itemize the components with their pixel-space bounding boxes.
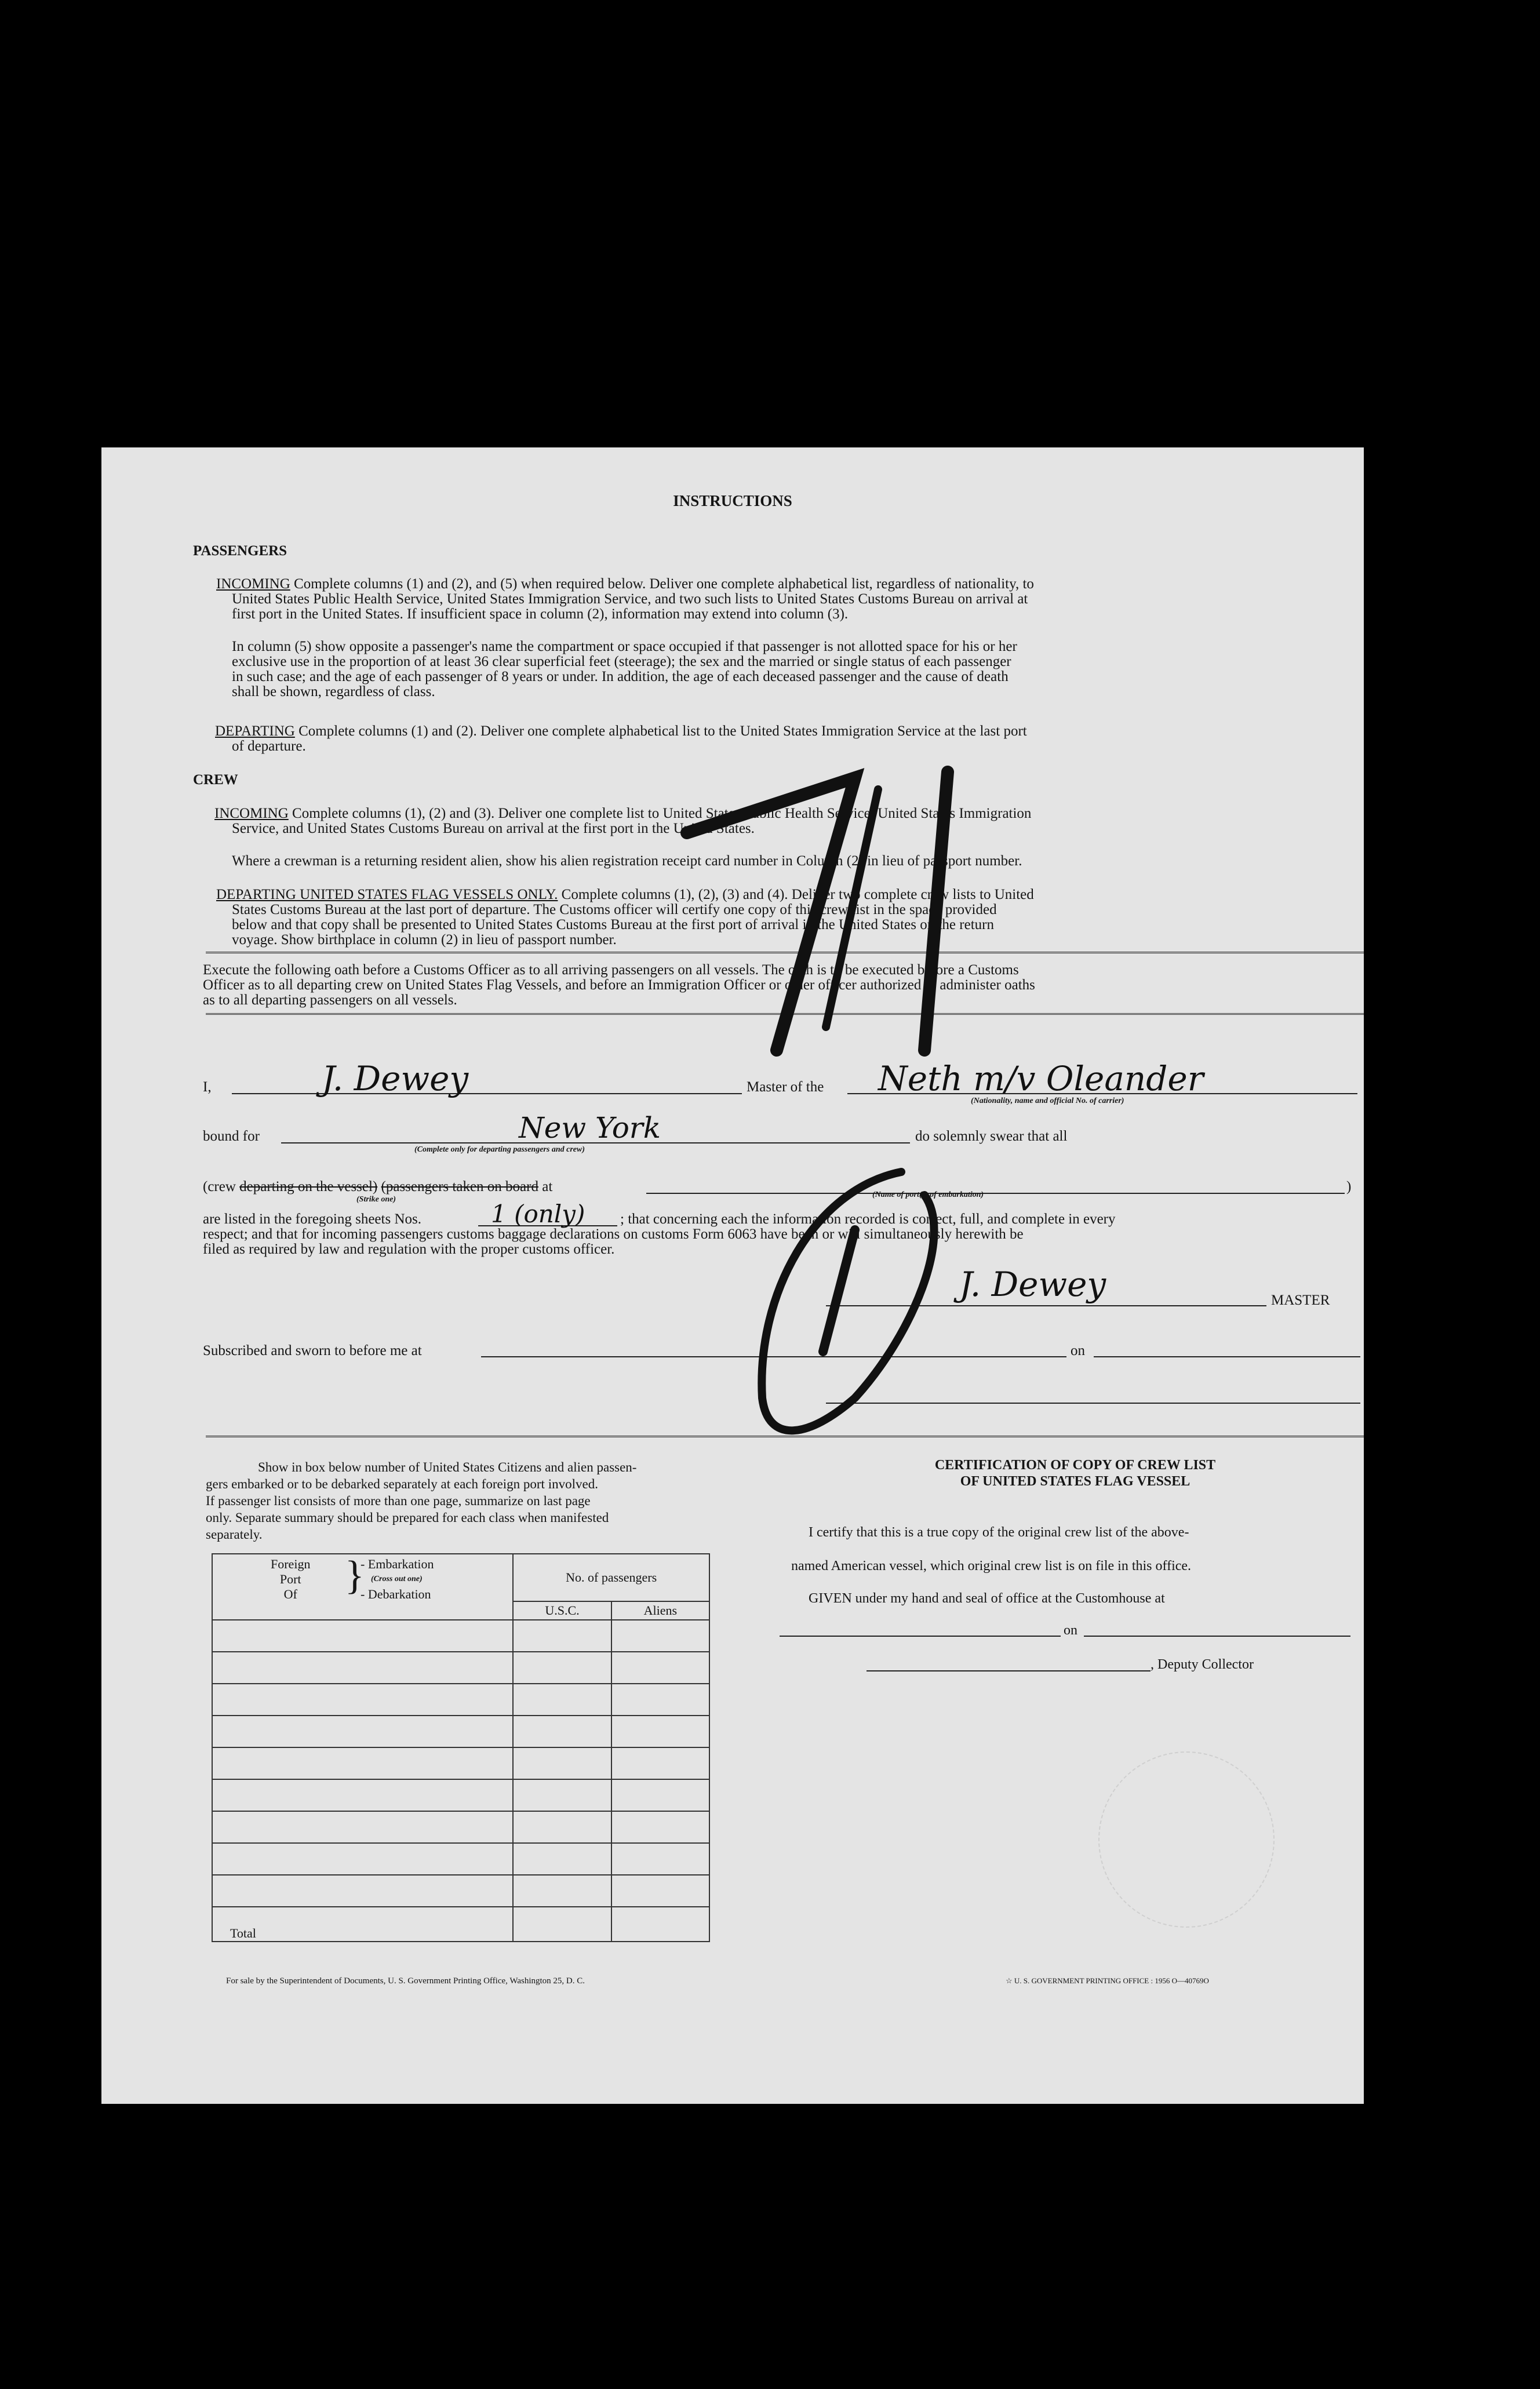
- text-line: filed as required by law and regulation with the proper customs officer.: [203, 1241, 615, 1257]
- text-line: below and that copy shall be presented to United States Customs Bureau at the first port of arrival in the United States on the return: [232, 917, 994, 933]
- text-line: Complete columns (1) and (2). Deliver one complete alphabetical list to the United States Immigration Service at the last port: [298, 723, 1027, 739]
- handwritten-marks: [101, 447, 1364, 2104]
- sheets-rest: ; that concerning each the information recorded is correct, full, and complete in every: [620, 1211, 1116, 1227]
- text-line: States Customs Bureau at the last port of departure. The Customs officer will certify one copy of this crew list in the space provided: [232, 902, 997, 917]
- text-line: separately.: [206, 1527, 263, 1542]
- strike-caption: (Strike one): [356, 1195, 396, 1204]
- vessel-caption: (Nationality, name and official No. of carrier): [971, 1097, 1124, 1105]
- i-label: I,: [203, 1079, 212, 1095]
- passengers-header: No. of passengers: [513, 1554, 709, 1601]
- text-line: only. Separate summary should be prepared for each class when manifested: [206, 1510, 609, 1525]
- text-line: GIVEN under my hand and seal of office at the Customhouse at: [809, 1591, 1165, 1606]
- crew-struck: departing on the vessel): [239, 1179, 378, 1194]
- vessel-handwritten: Neth m/v Oleander: [878, 1059, 1204, 1098]
- page-title: INSTRUCTIONS: [673, 492, 792, 509]
- text-line: first port in the United States. If insufficient space in column (2), information may extend into column (3).: [232, 606, 849, 622]
- text-line: in such case; and the age of each passenger of 8 years or under. In addition, the age of each deceased passenger and the cause of death: [232, 669, 1009, 684]
- passengers-heading: PASSENGERS: [193, 543, 287, 559]
- text-line: respect; and that for incoming passengers customs baggage declarations on customs Form 6063 have been or will simultaneously herewith be: [203, 1226, 1024, 1242]
- departing-label: DEPARTING UNITED STATES FLAG VESSELS ONLY.: [216, 887, 558, 902]
- crew-heading: CREW: [193, 772, 238, 788]
- text-line: Where a crewman is a returning resident alien, show his alien registration receipt card number in Column (2) in lieu of passport number.: [232, 853, 1022, 869]
- text-line: If passenger list consists of more than one page, summarize on last page: [206, 1494, 591, 1508]
- deputy-label: , Deputy Collector: [1151, 1657, 1254, 1672]
- debark-label: - Debarkation: [361, 1587, 431, 1601]
- passengers-struck: (passengers taken on board: [381, 1179, 538, 1194]
- text-line: gers embarked or to be debarked separately at each foreign port involved.: [206, 1477, 598, 1491]
- swear-label: do solemnly swear that all: [915, 1128, 1068, 1144]
- destination-caption: (Complete only for departing passengers and crew): [414, 1145, 585, 1154]
- text-line: Complete columns (1) and (2), and (5) when required below. Deliver one complete alphabetical list, regardless of nationality, to: [294, 576, 1034, 592]
- cert-on-label: on: [1064, 1623, 1077, 1638]
- text-line: In column (5) show opposite a passenger's name the compartment or space occupied if that passenger is not allotted space for his or her: [232, 639, 1017, 654]
- destination-handwritten: New York: [519, 1111, 661, 1145]
- departing-label: DEPARTING: [215, 723, 295, 739]
- text-line: named American vessel, which original crew list is on file in this office.: [791, 1558, 1192, 1574]
- text-line: of departure.: [232, 738, 306, 754]
- cross-out-caption: (Cross out one): [371, 1575, 423, 1583]
- circled-two-mark: [762, 1172, 934, 1430]
- certification-heading-2: OF UNITED STATES FLAG VESSEL: [960, 1474, 1191, 1489]
- port-header-line: Foreign: [271, 1557, 311, 1571]
- at-label: at: [542, 1179, 553, 1194]
- incoming-label: INCOMING: [214, 806, 289, 821]
- bound-for-label: bound for: [203, 1128, 260, 1144]
- text-line: exclusive use in the proportion of at least 36 clear superficial feet (steerage); the sex and the married or single status of each passenger: [232, 654, 1011, 669]
- text-line: as to all departing passengers on all vessels.: [203, 992, 457, 1008]
- aliens-header: Aliens: [611, 1601, 709, 1620]
- certification-heading-1: CERTIFICATION OF COPY OF CREW LIST: [934, 1458, 1216, 1473]
- big-one-mark: [924, 772, 948, 1050]
- embark-label: - Embarkation: [361, 1557, 434, 1571]
- circled-two-stroke: [823, 1230, 855, 1352]
- text-line: shall be shown, regardless of class.: [232, 684, 435, 700]
- text-line: Service, and United States Customs Bureau on arrival at the first port in the United States.: [232, 821, 755, 836]
- sheets-handwritten: 1 (only): [491, 1200, 585, 1228]
- text-line: United States Public Health Service, United States Immigration Service, and two such lists to United States Customs Bureau on arrival at: [232, 591, 1028, 607]
- big-slash-mark: [826, 789, 878, 1027]
- master-signature: J. Dewey: [959, 1265, 1106, 1304]
- text-line: voyage. Show birthplace in column (2) in lieu of passport number.: [232, 932, 617, 948]
- sheets-label: are listed in the foregoing sheets Nos.: [203, 1211, 421, 1227]
- master-name-handwritten: J. Dewey: [322, 1059, 469, 1098]
- subscribed-label: Subscribed and sworn to before me at: [203, 1343, 422, 1359]
- usc-header: U.S.C.: [513, 1601, 611, 1620]
- footer-right: ☆ U. S. GOVERNMENT PRINTING OFFICE : 1956 O—40769O: [1006, 1976, 1209, 1985]
- port-header-line: Port: [279, 1572, 301, 1586]
- text-line: I certify that this is a true copy of the original crew list of the above-: [809, 1525, 1189, 1540]
- brace-glyph: }: [345, 1553, 365, 1598]
- text-line: Show in box below number of United States Citizens and alien passen-: [258, 1460, 637, 1474]
- ports-caption: (Name of port(s) of embarkation): [872, 1190, 984, 1199]
- port-header-line: Of: [283, 1587, 297, 1601]
- form-page: [101, 447, 1364, 2104]
- on-label: on: [1071, 1343, 1085, 1359]
- text-line: Officer as to all departing crew on United States Flag Vessels, and before an Immigration Officer or other officer authorized to administer oaths: [203, 977, 1035, 993]
- text-line: Complete columns (1), (2), (3) and (4). Deliver two complete crew lists to United: [561, 887, 1034, 902]
- footer-left: For sale by the Superintendent of Documents, U. S. Government Printing Office, Washington 25, D. C.: [226, 1976, 585, 1986]
- master-label: MASTER: [1271, 1292, 1330, 1308]
- incoming-label: INCOMING: [216, 576, 290, 592]
- master-of-label: Master of the: [747, 1079, 824, 1095]
- text-line: Complete columns (1), (2) and (3). Deliver one complete list to United States Public Health Service, United States Immigration: [292, 806, 1032, 821]
- text-line: Execute the following oath before a Customs Officer as to all arriving passengers on all vessels. The oath is to be executed before a Customs: [203, 962, 1019, 978]
- crew-open: (crew: [203, 1179, 236, 1194]
- close-paren: ): [1346, 1179, 1352, 1194]
- total-label: Total: [212, 1907, 513, 1942]
